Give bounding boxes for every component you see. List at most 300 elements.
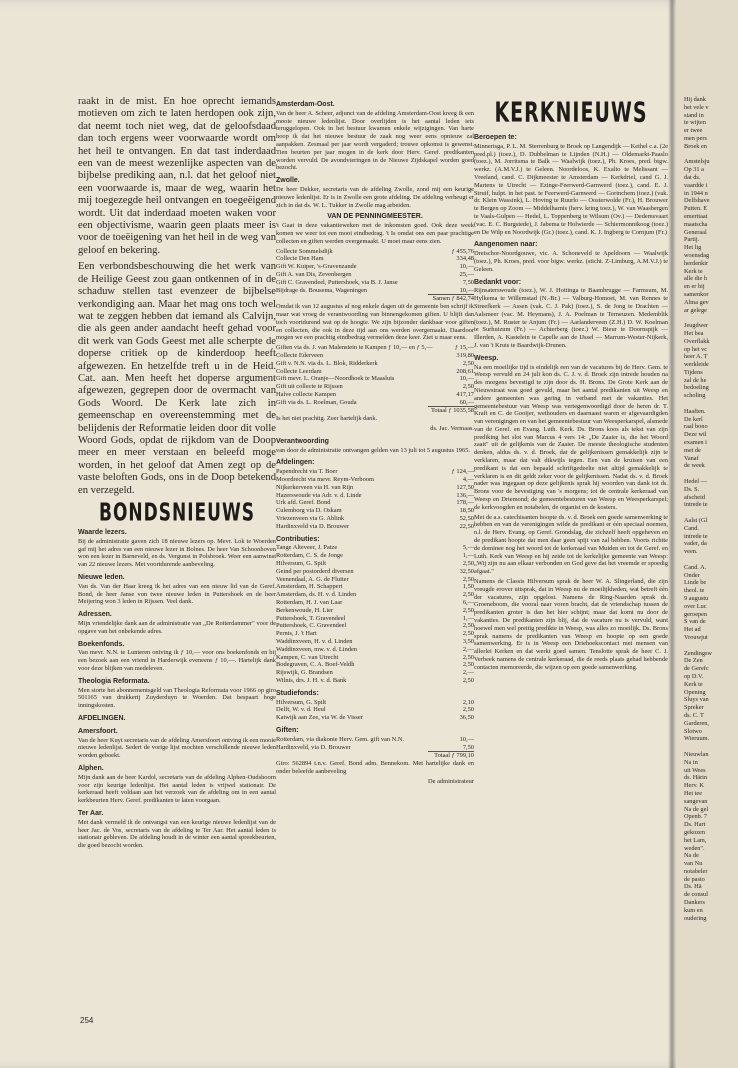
- section-title: Nieuwe leden.: [78, 573, 125, 581]
- cropped-line: [684, 314, 738, 322]
- cropped-line: intrede te: [684, 532, 708, 540]
- ledger-row: [276, 383, 474, 391]
- ledger-amount: 10,—: [459, 375, 474, 383]
- ledger-amount: 1,—: [462, 552, 474, 560]
- cropped-line: Het tee: [684, 789, 703, 797]
- administrator-signature: De administrateur: [428, 777, 474, 785]
- cropped-line: [684, 470, 738, 478]
- cropped-line: van Nu: [684, 860, 703, 868]
- ledger-label: Bodegraven, C. A. Boef-Veldh: [276, 661, 355, 669]
- cropped-line: [684, 400, 738, 408]
- cropped-line: [684, 743, 738, 751]
- ledger-amount: 6,—: [462, 599, 474, 607]
- ledger-row: [276, 255, 474, 263]
- ledger-label: Gift C. Gravendeel, Puttershoek, via B. J. Janse: [276, 278, 398, 286]
- subsection-title: Contributies:: [276, 535, 320, 543]
- section-title: Beroepen te:: [474, 134, 517, 141]
- ledger-row: [276, 352, 474, 360]
- ledger-amount: 178,—: [456, 499, 474, 507]
- ledger-amount: 10,—: [459, 286, 474, 294]
- cropped-line: Kerk te: [684, 680, 703, 688]
- ledger-label: Halve collecte Kampen: [276, 390, 336, 398]
- ledger-label: Hardinxveld, via D. Brouwer: [276, 743, 351, 751]
- section-text: Met de a.s. catechisanten hoopte ds. v. d. Broek een goede samenwerking te hebben en van de verenigingen wilde de predikant er één speciaal noemen, n.l. de Herv. Evang. op Geref. Grondslag, die zichzelf heeft opgeheven en de predikant hoopte dat men daar geen spijt van zal hebben. Voorts richtte de dominee nog het woord tot de kerkeraad van Muiden en tot de Geref. en Luth. Kerk van Weesp en hij zeide tot de kerkelijke gemeente van Weesp: „Wij zijn nu aan elkaar verbonden en God geve dat het vreemde er spoedig afgaat.": [474, 513, 668, 576]
- giften-list: [276, 736, 474, 752]
- bondsnieuws-body: [78, 529, 276, 850]
- cropped-line: in 1944 n: [684, 189, 708, 197]
- cropped-line: Vrouwjut: [684, 633, 708, 641]
- ledger-row: [276, 287, 474, 295]
- cropped-line: intrede te: [684, 501, 708, 509]
- ledger-row: [276, 279, 474, 287]
- cropped-line: [684, 556, 738, 564]
- section-title: AFDELINGEN.: [78, 714, 126, 722]
- section-title: Boekenfonds.: [78, 640, 125, 648]
- cropped-line: Het lig: [684, 244, 702, 252]
- ledger-label: Bijdrage ds. Bousema, Wageningen: [276, 286, 368, 294]
- cropped-line: over Luc: [684, 602, 707, 610]
- cropped-line: ds. Härin: [684, 774, 708, 782]
- cropped-line: [684, 509, 738, 517]
- ledger-row: [276, 468, 474, 476]
- ledger-label: Geind per postorderd diversen: [276, 567, 354, 575]
- ledger-row: [276, 507, 474, 515]
- cropped-line: geroepen: [684, 610, 708, 618]
- cropped-line: Slotwo: [684, 727, 702, 735]
- cropped-line: Amstelsju: [684, 158, 710, 166]
- section-title: Zwolle.: [276, 177, 300, 185]
- cropped-line: Na in: [684, 758, 698, 766]
- verantwoording-heading: Verantwoording: [276, 437, 329, 445]
- ledger-amount: 2,50: [462, 560, 474, 568]
- cropped-line: Broek en: [684, 142, 707, 150]
- ledger-amount: 60,—: [459, 398, 474, 406]
- cropped-line: Garderen,: [684, 719, 709, 727]
- penningmeester-intro: 't Gaat in deze vakantieweken met de inkomsten goed. Ook deze week komen we weer tot een mooi eindbedrag. 't Is omdat ons een paar prachtige collecten en giften werden overgemaakt. U moet maar eens zien.: [276, 222, 474, 245]
- cropped-line: emeritaat: [684, 212, 708, 220]
- ledger-row: [276, 714, 474, 722]
- cropped-line: oudering: [684, 914, 707, 922]
- cropped-line: Hedel —: [684, 478, 707, 486]
- ledger-row: [276, 646, 474, 654]
- cropped-line: stand in: [684, 111, 704, 119]
- ledger-amount: 36,50: [459, 714, 474, 722]
- section-text: Met dank vermeld ik de ontvangst van een keurige nieuwe ledenlijst van de heer Jac. de Vos, secretaris van de afdeling te Ter Aar. Het aantal leden is stationair gebleven. De afdeling houdt in de winter een aantal spreekbeurten, die goed bezocht worden.: [78, 818, 276, 850]
- ledger-amount: 2,50: [462, 591, 474, 599]
- ledger-row: [276, 568, 474, 576]
- ledger-label: Gift via ds. L. Roelman, Gouda: [276, 398, 357, 406]
- ledger-amount: 2,50: [462, 630, 474, 638]
- ledger-row: [276, 544, 474, 552]
- cropped-line: Wieruum.: [684, 735, 710, 743]
- cropped-line: vaardde i: [684, 181, 708, 189]
- kerknieuws-body: [474, 134, 668, 672]
- cropped-line: Op 31 a: [684, 166, 704, 174]
- ledger-label: Amsterdam, H. Schappert: [276, 583, 343, 591]
- ledger-amount: 2,50: [462, 383, 474, 391]
- ledger-row: [276, 484, 474, 492]
- ledger-row: [276, 368, 474, 376]
- cropped-line: veen.: [684, 548, 698, 556]
- ledger-label: Giften via ds. J. van Malenstein te Kampen ƒ 10,— en ƒ 5,—: [276, 344, 433, 352]
- ledger-row: [276, 399, 474, 407]
- ledger-amount: 2,50: [462, 606, 474, 614]
- cropped-line: Zendingsw: [684, 649, 712, 657]
- penningmeester-list-1: [276, 248, 474, 295]
- ledger-amount: 10,—: [459, 735, 474, 743]
- cropped-line: de week: [684, 462, 705, 470]
- cropped-lines: [684, 96, 738, 922]
- cropped-line: kum en: [684, 906, 703, 914]
- ledger-row: [276, 560, 474, 568]
- book-spine: [668, 0, 676, 1068]
- ledger-label: Collecte Leerdam: [276, 367, 322, 375]
- cropped-line: Het ad: [684, 626, 701, 634]
- cropped-line: gekozen: [684, 828, 705, 836]
- section-title: Aangenomen naar:: [474, 241, 538, 249]
- cropped-line: De Zen: [684, 657, 703, 665]
- cropped-line: het vele v: [684, 103, 709, 111]
- cropped-line: het Lam,: [684, 836, 707, 844]
- ledger-label: Delft, W. v. d. Heul: [276, 706, 326, 714]
- cropped-line: Sluys van: [684, 696, 709, 704]
- cropped-line: dat ds.: [684, 173, 701, 181]
- section-text: Van de heer Kuyt secretaris van de afdeling Amersfoort ontving ik een mooie nieuwe ledenlijst. Sedert de vorige lijst mochten verschillende nieuwe leden worden geboekt.: [78, 736, 276, 760]
- ledger-label: Hazerswoude via Adr. v. d. Linde: [276, 491, 362, 499]
- ledger-row: [276, 263, 474, 271]
- ledger-row: [276, 583, 474, 591]
- ledger-label: Collecte Ederveen: [276, 351, 324, 359]
- ledger-label: Amsterdam, ds. H. v. d. Linden: [276, 591, 357, 599]
- cropped-line: samenkor: [684, 290, 709, 298]
- section-title: Theologia Reformata.: [78, 677, 150, 685]
- ledger-amount: 4,—: [462, 476, 474, 484]
- ledger-row: [276, 271, 474, 279]
- section-text: Mijn dank aan de heer Kardol, secretaris van de afdeling Alphen-Oudshoorn voor zijn keurige ledenlijst. Het aantal leden is vrijwel stationair. De kerkeraad heeft voldaan aan het verzoek van de afdeling om in een aantal kerkbeurten Herv. Geref. predikanten te laten voorgaan.: [78, 773, 276, 805]
- ledger-amount: 3,50: [462, 638, 474, 645]
- ledger-label: Katwijk aan Zee, via W. de Visser: [276, 714, 363, 722]
- cropped-line: Openb. 7: [684, 813, 708, 821]
- cropped-line: de consul: [684, 891, 708, 899]
- ledger-label: Pernis, J. 't Hart: [276, 630, 317, 638]
- cropped-line: Delfshave: [684, 197, 710, 205]
- cropped-line: Vanaf: [684, 454, 699, 462]
- ledger-row: [276, 638, 474, 646]
- ledger-label: Tange Alteveer, J. Patze: [276, 544, 338, 552]
- cropped-line: weden".: [684, 844, 705, 852]
- ledger-row: [276, 391, 474, 399]
- cropped-line: op D.V.: [684, 672, 704, 680]
- cropped-line: Opening: [684, 688, 706, 696]
- ledger-label: Hardinxveld via D. Brouwer: [276, 522, 350, 530]
- section-text: De heer Dekker, secretaris van de afdeling Zwolle, zond mij een keurige nieuwe ledenlijst. Er is in Zwolle een grote afdeling. De afdeling verheugt er zich in dat ds. W. L. Tukker in Zwolle mag arbeiden.: [276, 185, 474, 209]
- section-title: Amsterdam-Oost.: [276, 101, 335, 108]
- ledger-label: Rotterdam, H. J. van Laar: [276, 599, 343, 607]
- section-title: Bedankt voor:: [474, 278, 522, 286]
- article-continuation: [78, 96, 276, 497]
- cropped-line: vader, da: [684, 540, 707, 548]
- ledger-label: Hilversum, G. Spilt: [276, 560, 327, 568]
- ledger-row: [276, 552, 474, 560]
- ledger-amount: 18,50: [459, 507, 474, 515]
- ledger-amount: 1,50: [462, 583, 474, 591]
- kerknieuws-heading: KERKNIEUWS: [494, 97, 648, 129]
- ledger-row: [276, 591, 474, 599]
- ledger-row: [276, 523, 474, 531]
- ledger-label: Papendrecht via T. Boer: [276, 468, 338, 476]
- cropped-line: de Gerefc: [684, 665, 709, 673]
- penningmeester-middle: Omdat ik van 12 augustus af nog enkele dagen uit de gemeente ben schrijf ik maar wat vroeg de verantwoording van binnengekomen giften. U blijft dan toch voortdurend wat op de hoogte. We zijn bijzonder dankbaar voor giften en collecten, die ook in deze tijd aan ons werden overgemaakt. Daardoor mogen we een prachtig eindbedrag vermelden deze keer. Ziet u maar eens.: [276, 303, 474, 342]
- ledger-amount: 2,50: [462, 676, 474, 684]
- cropped-line: met de: [684, 446, 701, 454]
- cropped-line: uit Wees: [684, 766, 706, 774]
- penningmeester-heading: VAN DE PENNINGMEESTER.: [327, 213, 423, 221]
- cropped-line: theol. te: [684, 587, 705, 595]
- cropped-line: Haaften.: [684, 407, 706, 415]
- ledger-label: Puttershoek, C. Gravendeel: [276, 622, 347, 630]
- ledger-amount: ƒ 124,—: [451, 468, 474, 476]
- cropped-line: heer A. T: [684, 353, 708, 361]
- ledger-row: [276, 344, 474, 352]
- cropped-line: Ds. Hart: [684, 821, 706, 829]
- ledger-row: [276, 248, 474, 256]
- section-text: Van mevr. N.N. te Lunteren ontving ik ƒ 10,— voor ons boekenfonds en bij een bezoek aan een vriend in Harderwijk eveneens ƒ 10,—. Hartelijk dank voor deze blijken van medeleven.: [78, 649, 276, 672]
- ledger-amount: 10,—: [459, 263, 474, 271]
- cropped-line: en er bij: [684, 283, 705, 291]
- cropped-line: Jeugdwer: [684, 322, 709, 330]
- ledger-amount: 2,—: [462, 669, 474, 677]
- cropped-line: Na de gel: [684, 805, 709, 813]
- cropped-line: Cand.: [684, 524, 699, 532]
- section-title: Weesp.: [474, 354, 499, 362]
- section-text: Namens de Classis Hilversum sprak de heer W. A. Slingerland, die zijn vreugde erover uitsprak, dat in Weesp nu de moeilijkheden, wat betreft één der vacatures, zijn opgelost. Namens de Ring-Naarden sprak ds. Groeneboom, die vooral naar voren bracht, dat de vriendschap tussen de predikanten groter is dan het hier schijnt; maar dat komt nu door de vakanties. De predikanten zijn blij, dat de vacature nu is vervuld, want hoewel men wel prettig predikte in Weesp, was alles zo moeilijk. Ds. Brons sprak namens de predikanten van Weesp en hoopte op een goede samenwerking. Er is in Weesp een Driehoekscontact met mensen van allerlei Kerken en dat werkt goed samen. Tenslotte sprak de heer C. J. Verbeek namens de centrale kerkeraad, die de reeds plaats gehad hebbende contacten memoreerde, die wijzen op een goede samenwerking.: [474, 578, 668, 671]
- ledger-amount: 32,50: [459, 567, 474, 575]
- penningmeester-thanks: Is het niet prachtig. Zeer hartelijk dank.: [276, 415, 378, 423]
- paragraph: Een verbondsbeschouwing die het werk van de Heilige Geest zou gaan ontkennen of in de schaduw stellen tast evenzeer de bijbelse verkondiging aan. Maar het mag ons toch wel wat te zeggen hebben dat iemand als Calvijn, die als geen ander aandacht heeft gehad voor dit werk van Gods Geest met alle scherpte de doperse critiek op de kinderdoop heeft afgewezen. En hetzelfde treft u in de Heid. Cat. aan. Men heeft het doperse argument afgewezen, gegrepen door de overmacht van Gods Woord. De Kerk late zich in gemeenschap en overeenstemming met de belijdenis der Reformatie leiden door dit volle Woord Gods, opdat de rijkdom van de Doop meer en meer verstaan en beleefd moge worden, in het geloof dat Amen zegt op de vaste beloften Gods, ons in de Doop betekend en verzegeld.: [78, 261, 276, 496]
- penningmeester-total-1: Samen ƒ 842,74: [432, 295, 474, 303]
- penningmeester-list-2: [276, 344, 474, 406]
- ledger-label: Moordrecht via mevr. Reym-Verboom: [276, 476, 374, 484]
- section-title: Waarde lezers.: [78, 529, 127, 536]
- cropped-line: Nieuwlan: [684, 750, 709, 758]
- cropped-line: Kerk te: [684, 267, 703, 275]
- ledger-amount: 22,50: [459, 522, 474, 530]
- ledger-row: [276, 599, 474, 607]
- section-text: Dreischor-Noordgouwe, vic. A. Schoneveld te Apeldoorn — Waalwijk (toez.), Ph. Kroes, pred. voor bigw. werkz. (sticht. Z-Limburg, A.M.V.J.) te Geleen.: [474, 250, 668, 273]
- ledger-amount: 2,50: [462, 575, 474, 583]
- ledger-amount: 7,50: [462, 743, 474, 751]
- ledger-row: [276, 360, 474, 368]
- ledger-amount: 2,50: [462, 622, 474, 630]
- ledger-label: Collecte Den Ham: [276, 255, 324, 263]
- ledger-label: Gift mevr. L. Oranje—Noordhoek te Maasluis: [276, 375, 395, 383]
- section-text: Men storte het abonnementsgeld van Theologia Reformata voor 1966 op giro 501165 van drukkerij Zuyderduyn te Woerden. Dat bespaart hoge inningskosten.: [78, 686, 276, 710]
- ledger-row: [276, 744, 474, 752]
- ledger-row: [276, 699, 474, 707]
- section-text: Van ds. Van der Haar kreeg ik het adres van een nieuw lid van de Geref. Bond, de heer Janse von twee nieuwe leden in Puttershoek en de heer Meijering won 3 leden in Rijssen. Veel dank.: [78, 582, 276, 606]
- ledger-row: [276, 669, 474, 677]
- cropped-line: Herv. K: [684, 782, 704, 790]
- ledger-label: Hilversum, G. Spilt: [276, 698, 327, 706]
- cropped-line: werkleide: [684, 361, 709, 369]
- section-title: Alphen.: [78, 764, 104, 772]
- cropped-line: Hij dank: [684, 96, 706, 103]
- verantwoording-total: Totaal ƒ 799,10: [434, 752, 474, 760]
- subsection-title: Giften:: [276, 726, 299, 734]
- contributies-list: [276, 544, 474, 684]
- ledger-row: [276, 622, 474, 630]
- ledger-amount: 208,61: [456, 367, 474, 375]
- paragraph: raakt in de mist. En hoe oprecht iemands motieven om zich te laten herdopen ook zijn, dat neemt toch niet weg, dat de geloofsdaad dan toch ergens weer voorwaarde wordt om het heil te ontvangen. En dat tast inderdaad een van de meest wezenlijke aspecten van de bijbelse prediking aan, n.l. dat het geloof niet een voorwaarde is, maar de weg, waarin het mij toegezegde heil ontvangen en toegeëigend wordt. Uit dat inderdaad moeten waken voor een objectivisme, waarin geen plaats meer is voor de toeëigening van het heil in de weg van geloof en bekering.: [78, 96, 276, 256]
- ledger-label: Veenendaal, A. G. de Fluiter: [276, 575, 349, 583]
- column-1: [78, 96, 276, 1026]
- ledger-amount: 2,50: [462, 653, 474, 661]
- ledger-amount: 319,80: [456, 351, 474, 359]
- cropped-line: Spreker: [684, 704, 704, 712]
- ledger-amount: 334,48: [456, 255, 474, 263]
- ledger-amount: ƒ 455,76: [451, 247, 474, 255]
- ledger-label: Vriezenveen via G. Ablink: [276, 515, 345, 523]
- ledger-row: [276, 607, 474, 615]
- cropped-line: examen i: [684, 439, 707, 447]
- cropped-line: Ds. Hä: [684, 883, 702, 891]
- section-text: Minnertsga, P. L. M. Sterrenburg te Broek op Langendijk — Kethel c.a. (2e pred.pl.) (toez.), D. Dubbelman te Lijnden (N.H.) — Oldemarkt-Paaslo (toez.), M. Jorritsma te Balk — Waalwijk (toez.), Ph. Kroes, pred. btgw. werkz. (A.M.V.J.) te Geleen. Noordeloos, K. Exalto te Melissant — Vreeland, cand. C. Dijkmeester te Amsterdam — Kerkdriel, cand G. J. Martens te Utrecht — Ezinge-Feerwerd-Garnwerd (toez.), cand. E. J. Struif, hulpt. in het past. te Feerwerd-Garnwerd — Gorinchem (toez.) (vak. dr. Klein Wassink), L. Hoving te Ruurlo — Oosterwolde (Fr.), H. Brouwer te Bergen op Zoom — Middelharnis (herv. kring toez.), W. van Waasbergen te Vaals-Gulpen — Hedel, L. Toppenberg te Wilsum (Ov.) — Dedemsvaart (vac. E. C. Burgstede), J. Jabema te Holwierde — Schiermonnikoog (toez.) en De Wilp en Noordwijk (Gr.) (toez.), cand. K. J. Ingberg te Cornjum (Fr.): [474, 142, 668, 236]
- ledger-amount: 136,—: [456, 491, 474, 499]
- ledger-label: Wilnis, drs. J. H. v. d. Bank: [276, 676, 347, 684]
- cropped-line: bedoeling: [684, 384, 709, 392]
- cropped-line: afscheid: [684, 493, 705, 501]
- cropped-line: Het bea: [684, 329, 704, 337]
- ledger-amount: 2,—: [462, 645, 474, 653]
- ledger-amount: 2,10: [462, 698, 474, 706]
- column-4-cropped: [684, 96, 738, 1026]
- ledger-row: [276, 677, 474, 685]
- penningmeester-signature: ds. Jac. Vermaas.: [430, 425, 474, 433]
- ledger-row: [276, 615, 474, 623]
- ledger-label: Culemborg via D. Oskam: [276, 507, 342, 515]
- ledger-label: Kampen, C. van Utrecht: [276, 653, 339, 661]
- ledger-row: [276, 492, 474, 500]
- ledger-row: [276, 499, 474, 507]
- ledger-amount: 1,—: [462, 614, 474, 622]
- penningmeester-total-2: Totaal ƒ 1035,58: [430, 407, 474, 415]
- cropped-line: Dankers: [684, 899, 705, 907]
- ledger-label: Puttershoek, T. Gravendeel: [276, 614, 346, 622]
- ledger-label: Gift uit collecte te Rijssen: [276, 383, 343, 391]
- ledger-amount: 52,50: [459, 515, 474, 523]
- column-3: [474, 96, 668, 1026]
- ledger-amount: ƒ 15,—: [454, 344, 474, 352]
- column-2: [276, 96, 474, 1026]
- cropped-line: te wijten: [684, 119, 706, 127]
- section-title: Amersfoort.: [78, 727, 118, 735]
- ledger-label: Urk afd. Geref. Bond: [276, 499, 331, 507]
- section-text: Rijnsaterswoude (toez.), W. J. Hottinga te Baambrugge — Farmsum, M. Hylkema te Willemstad (N.-Br.) — Valburg-Homoet, M. van Rennes te Streefkerk — Assen (vak. C. J. Pak) (toez.), S. de Jong te Drachten — Aalsmeer (vac. M. Heymans), J. A. Poelman te Terneuzen. Medemblik (toez.), M. Ruster te Anjum (Fr.) — Aarlanderveen (Z.H.) D. W. Koelman te Surhuizum (Fr.) — Achterberg (toez.) W. Bieur te Doornspijk — Illerden, A. Kastelein te Capelle aan de IJssel — Marrum-Wester-Nijkerk, J. van 't Kruis te Baardwijk-Drunen.: [474, 287, 668, 349]
- section-text: Mijn vriendelijke dank aan de administratie van „De Rotterdammer" voor de opgave van het onbekende adres.: [78, 619, 276, 635]
- ledger-label: Waddinxveen, mw. v. d. Linden: [276, 645, 358, 653]
- cropped-line: men pers: [684, 134, 707, 142]
- studiefonds-list: [276, 699, 474, 722]
- cropped-line: Putten. E: [684, 205, 708, 213]
- ledger-row: [276, 576, 474, 584]
- section-text: Na een moeilijke tijd is eindelijk een van de vacatures bij de Herv. Gem. te Weesp vervuld en 24 juli kon ds. C. J. v. d. Broek zijn intrede houden na des morgens bevestigd te zijn door ds. H. Brons. De Grote Kerk aan de Nieuwstraat was goed gevuld, maar het aantal predikanten uit Weesp en andere gemeenten was gering in verband met de vakanties. Het gemeentebestuur van Weesp was vertegenwoordigd door de heren dr. T. Kraft en C. de Gooijer, wethouders en daarnaast waren er afgevaardigden van verenigingen en van het gemeentebestuur van Weesperkarspel, alsmede van de Geref. en Evang. Luth. Kerk. Ds. Brons koos als tekst van zijn prediking het slot van Marcus 4 vers 14: „De Zaaier is, die het Woord zaait" uit de gelijkenis van de Zaaier. De meeste theologische studenten denken, aldus ds. v. d. Broek, dat de gelijkenissen gemakkelijk zijn te verklaren, maar dat valt dikwijls tegen. Een van de kruisen van een predikant is dat een bepaald schriftgedeelte niet altijd gemakkelijk te verklaren is en dit geldt zeker voor de gelijkenissen. Nadat ds. v. d. Broek nader was ingegaan op deze gelijkenis sprak hij woorden van dank tot ds. Brons voor de bevestiging van 's morgens; tot de centrale kerkeraad van Weesp en Driemond; de gemeentebesturen van Weesp en Weesperkarspel; de kerkvoogden en notabelen, de organist en de kosters.: [474, 363, 668, 511]
- cropped-line: er twee: [684, 127, 703, 135]
- cropped-line: Alma gev: [684, 298, 709, 306]
- page-number: 254: [80, 1016, 94, 1025]
- cropped-line: de pasto: [684, 875, 705, 883]
- ledger-label: Collecte Sommelsdijk: [276, 247, 333, 255]
- cropped-line: De kerl: [684, 415, 703, 423]
- ledger-amount: 7,50: [462, 278, 474, 286]
- ledger-row: [276, 515, 474, 523]
- cropped-line: Aalst (Gl: [684, 517, 708, 525]
- ledger-label: Gift W. Kuiper, 's-Gravenzande: [276, 263, 357, 271]
- section-title: Ter Aar.: [78, 809, 104, 817]
- ledger-amount: 127,50: [456, 483, 474, 491]
- subsection-title: Studiefonds:: [276, 689, 319, 697]
- ledger-label: Waddinxveen, H. v. d. Linden: [276, 638, 353, 645]
- ledger-amount: 417,17: [456, 390, 474, 398]
- section-text: Bij de administratie gaven zich 18 nieuwe lezers op. Mevr. Lok te Woerden gaf mij het adres van een nieuwe lezer in Bolnes. De heer Van Schoonhoven won een lezer in Barneveld, en ds. Vergunst in Polsbroek. Weer een aanwinst van 22 nieuwe lezers. Met voortdurende aanbeveling.: [78, 537, 276, 569]
- cropped-line: alle die h: [684, 275, 708, 283]
- cropped-line: scholing: [684, 392, 706, 400]
- cropped-line: Tijdens: [684, 368, 703, 376]
- ledger-amount: 2,50: [462, 359, 474, 367]
- section-title: Adressen.: [78, 611, 112, 619]
- cropped-line: woensdag: [684, 251, 710, 259]
- cropped-line: [684, 151, 738, 159]
- cropped-line: S van de: [684, 618, 706, 626]
- ledger-amount: 25,—: [459, 270, 474, 278]
- cropped-line: Linde be: [684, 579, 707, 587]
- ledger-label: Gift v. N.N. via ds. L. Blok, Ridderkerk: [276, 359, 378, 367]
- cropped-line: Na de: [684, 852, 699, 860]
- ledger-label: Gift A. van Dis, Zevenbergen: [276, 270, 352, 278]
- ledger-row: [276, 476, 474, 484]
- ledger-label: Rijswijk, G. Brandsen: [276, 669, 333, 677]
- cropped-line: Cand. A.: [684, 563, 707, 571]
- cropped-line: op het vc: [684, 345, 708, 353]
- ledger-row: [276, 661, 474, 669]
- cropped-line: Deze wil: [684, 431, 707, 439]
- section-text: Van de heer A. Scheer, adjunct van de afdeling Amsterdam-Oost kreeg ik een mooie nieuwe ledenlijst. Door overlijden is het aantal leden iets teruggelopen. Ook in het bestuur kwamen enkele wijzigingen. Van harte hoop ik dat het nieuwe bestuur de zaak nog weer eens opnieuw zal aanpakken. Zesmaal per jaar wordt vergaderd; trouwe opkomst is gewenst. Tien beurten per jaar mogen in de kerk door Herv. Geref. predikanten worden vervuld. De avondvieringen in de Nieuwe Zijdskapel worden goed bezocht.: [276, 109, 474, 172]
- ledger-label: Berkenwoude, H. Lier: [276, 606, 334, 614]
- cropped-line: 9 augustu: [684, 595, 709, 602]
- cropped-line: sangevan: [684, 797, 708, 805]
- cropped-line: Partij.: [684, 236, 700, 244]
- ledger-label: Nijkerkerveen via H. van Rijn: [276, 483, 354, 491]
- ledger-row: [276, 736, 474, 744]
- bondsnieuws-heading: BONDSNIEUWS: [99, 498, 255, 528]
- ledger-row: [276, 375, 474, 383]
- cropped-line: herdenkir: [684, 259, 709, 267]
- ledger-amount: 5,—: [462, 544, 474, 552]
- ledger-row: [276, 654, 474, 662]
- ledger-label: Rotterdam, via diakonie Herv. Gem. gift van N.N.: [276, 735, 405, 743]
- cropped-line: Ds. S.: [684, 485, 700, 493]
- ledger-amount: 2,50: [462, 706, 474, 714]
- cropped-line: raal bono: [684, 423, 708, 431]
- cropped-line: Onder: [684, 571, 700, 579]
- ledger-row: [276, 630, 474, 638]
- cropped-line: Overflakk: [684, 337, 710, 345]
- cropped-line: maatscha: [684, 220, 708, 228]
- ledger-row: [276, 706, 474, 714]
- afdelingen-list: [276, 468, 474, 530]
- cropped-line: zal de he: [684, 376, 707, 384]
- cropped-line: Generaal: [684, 228, 707, 236]
- cropped-line: ar gelege: [684, 306, 707, 314]
